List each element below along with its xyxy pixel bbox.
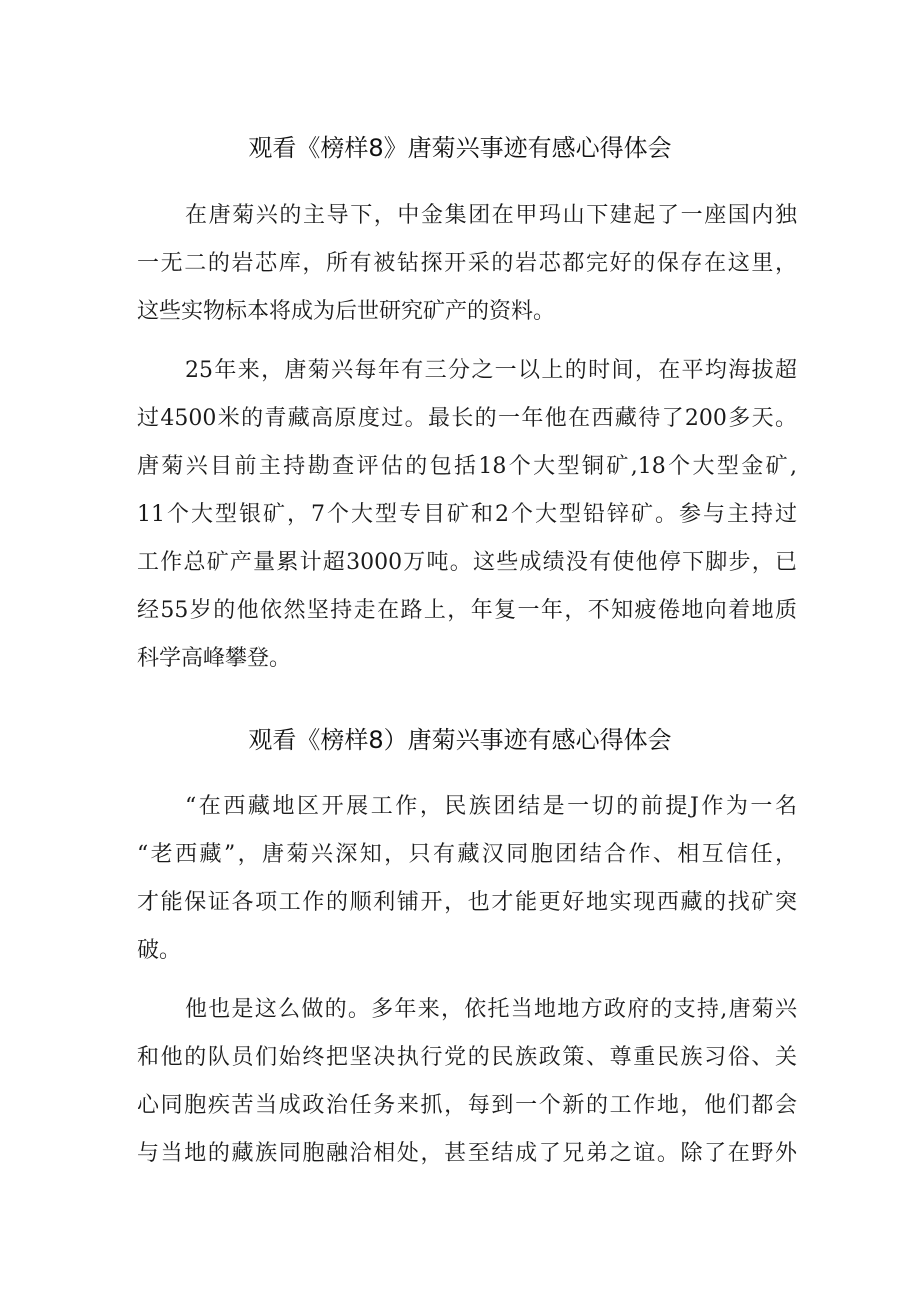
- text-line: 经55岁的他依然坚持走在路上，年复一年，不知疲倦地向着地质: [137, 598, 797, 623]
- text-line: 11个大型银矿，7个大型专目矿和2个大型铅锌矿。参与主持过: [137, 502, 797, 527]
- section2-paragraph-1: [137, 783, 797, 975]
- section2-paragraph-2: [137, 986, 797, 1178]
- text-line: 在唐菊兴的主导下，中金集团在甲玛山下建起了一座国内独: [185, 203, 797, 228]
- text-line: 与当地的藏族同胞融洽相处，甚至结成了兄弟之谊。除了在野外: [137, 1141, 797, 1166]
- text-line: 25年来，唐菊兴每年有三分之一以上的时间，在平均海拔超: [185, 358, 797, 383]
- text-line: 工作总矿产量累计超3000万吨。这些成绩没有使他停下脚步，已: [137, 550, 797, 575]
- text-line: 唐菊兴目前主持勘查评估的包括18个大型铜矿,18个大型金矿,: [137, 454, 797, 479]
- text-line: “老西藏”，唐菊兴深知，只有藏汉同胞团结合作、相互信任，: [137, 842, 797, 867]
- text-line: “在西藏地区开展工作，民族团结是一切的前提J作为一名: [185, 794, 797, 819]
- section1-paragraph-1: [137, 192, 797, 336]
- section1-title: 观看《榜样8》唐菊兴事迹有感心得体会: [248, 134, 672, 162]
- text-line: 破。: [137, 938, 182, 963]
- text-line: 和他的队员们始终把坚决执行党的民族政策、尊重民族习俗、关: [137, 1045, 797, 1070]
- section2-title: 观看《榜样8）唐菊兴事迹有感心得体会: [248, 726, 672, 754]
- text-line: 过4500米的青藏高原度过。最长的一年他在西藏待了200多天。: [137, 406, 797, 431]
- text-line: 一无二的岩芯库，所有被钻探开采的岩芯都完好的保存在这里，: [137, 251, 797, 276]
- section1-paragraph-2: [137, 347, 797, 683]
- text-line: 才能保证各项工作的顺利铺开，也才能更好地实现西藏的找矿突: [137, 890, 797, 915]
- text-line: 科学高峰攀登。: [137, 646, 292, 671]
- text-line: 心同胞疾苦当成政治任务来抓，每到一个新的工作地，他们都会: [137, 1093, 797, 1118]
- text-line: 他也是这么做的。多年来，依托当地地方政府的支持,唐菊兴: [185, 997, 797, 1022]
- text-line: 这些实物标本将成为后世研究矿产的资料。: [137, 299, 556, 324]
